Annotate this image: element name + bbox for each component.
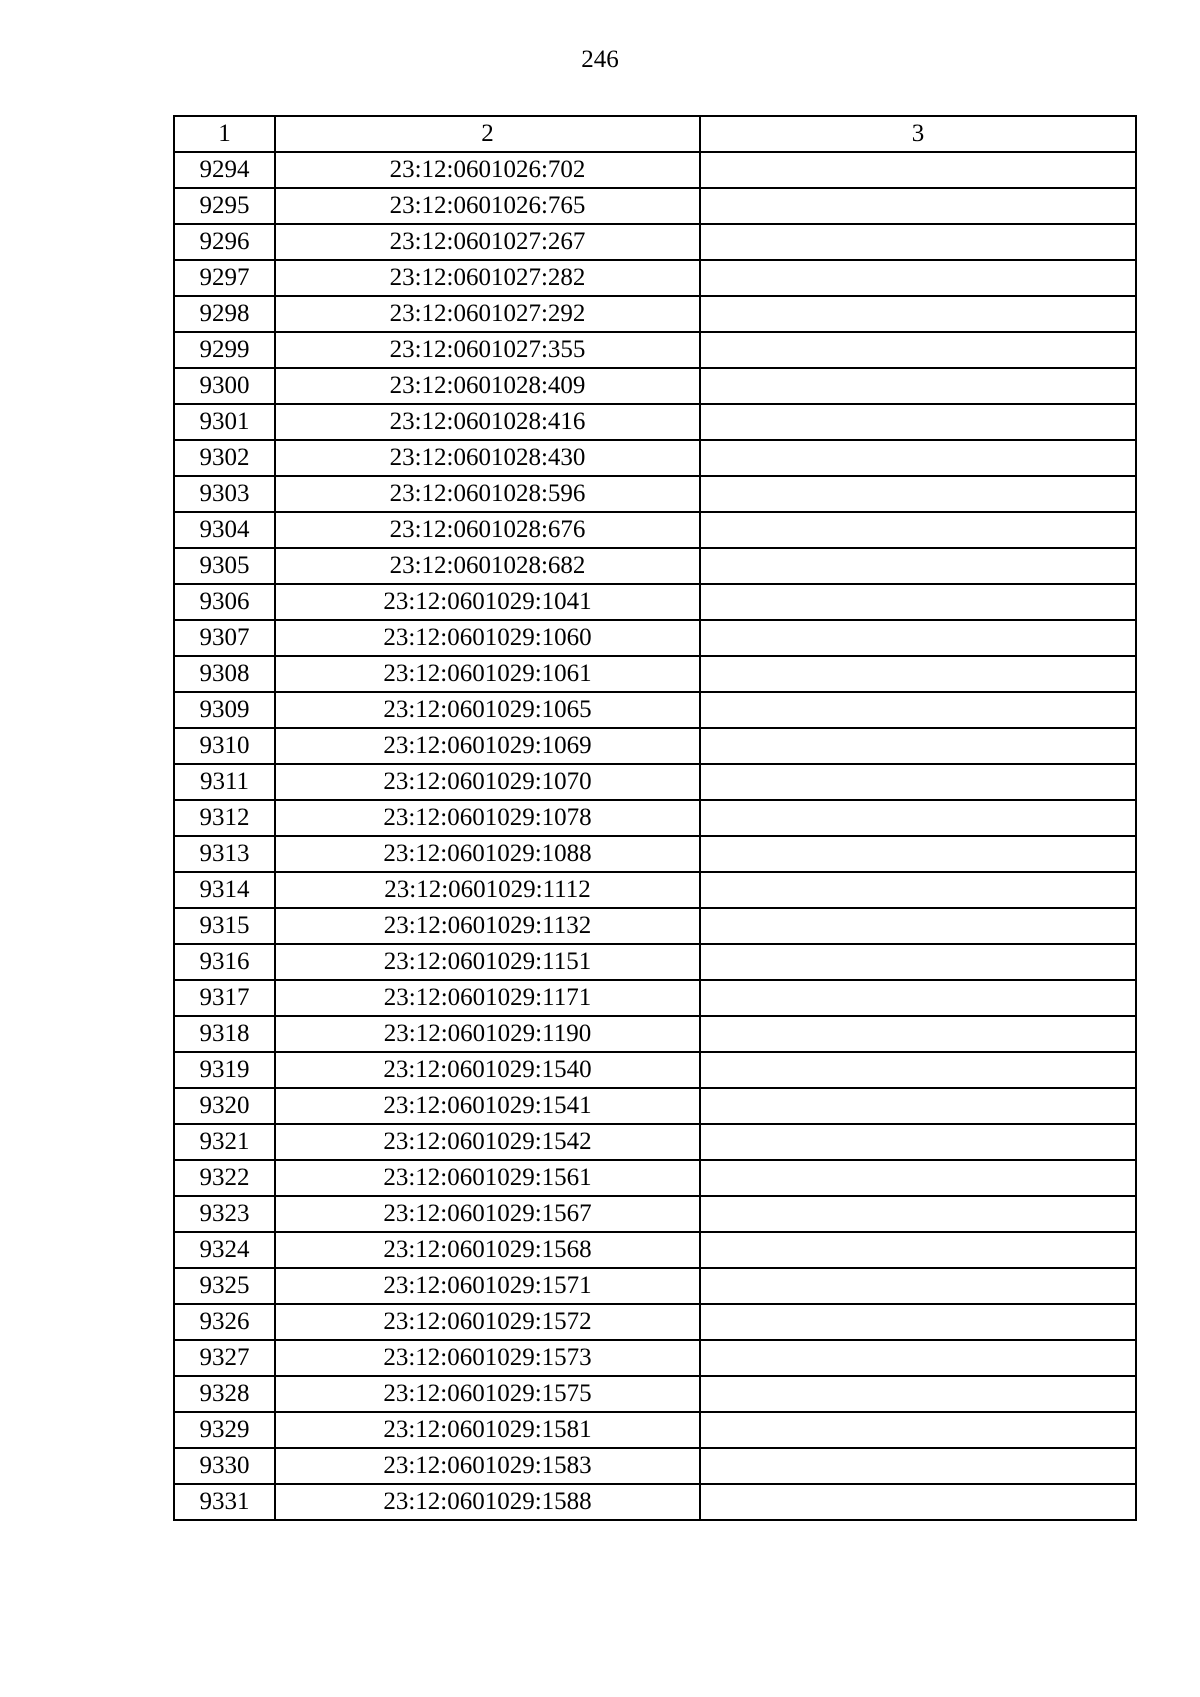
- cadastral-number-cell: 23:12:0601028:676: [275, 512, 700, 548]
- notes-cell: [700, 692, 1136, 728]
- table-row: [174, 872, 1136, 908]
- notes-cell: [700, 1016, 1136, 1052]
- row-number-cell: 9310: [174, 728, 275, 764]
- cadastral-number-cell: 23:12:0601029:1568: [275, 1232, 700, 1268]
- row-number-cell: 9309: [174, 692, 275, 728]
- row-number-cell: 9307: [174, 620, 275, 656]
- cadastral-number-cell: 23:12:0601028:409: [275, 368, 700, 404]
- notes-cell: [700, 404, 1136, 440]
- notes-cell: [700, 368, 1136, 404]
- row-number-cell: 9296: [174, 224, 275, 260]
- table-row: [174, 1196, 1136, 1232]
- notes-cell: [700, 1484, 1136, 1520]
- cadastral-number-cell: 23:12:0601029:1572: [275, 1304, 700, 1340]
- row-number-cell: 9324: [174, 1232, 275, 1268]
- cadastral-number-cell: 23:12:0601029:1571: [275, 1268, 700, 1304]
- table-row: [174, 548, 1136, 584]
- notes-cell: [700, 224, 1136, 260]
- table-row: [174, 836, 1136, 872]
- row-number-cell: 9331: [174, 1484, 275, 1520]
- cadastral-number-cell: 23:12:0601028:596: [275, 476, 700, 512]
- cadastral-number-cell: 23:12:0601029:1567: [275, 1196, 700, 1232]
- row-number-cell: 9295: [174, 188, 275, 224]
- notes-cell: [700, 296, 1136, 332]
- row-number-cell: 9314: [174, 872, 275, 908]
- table-row: [174, 1412, 1136, 1448]
- table-row: [174, 728, 1136, 764]
- table-row: [174, 1376, 1136, 1412]
- cadastral-number-cell: 23:12:0601029:1171: [275, 980, 700, 1016]
- cadastral-number-cell: 23:12:0601029:1540: [275, 1052, 700, 1088]
- table-row: [174, 764, 1136, 800]
- notes-cell: [700, 944, 1136, 980]
- cadastral-number-cell: 23:12:0601029:1132: [275, 908, 700, 944]
- notes-cell: [700, 620, 1136, 656]
- cadastral-number-cell: 23:12:0601029:1065: [275, 692, 700, 728]
- cadastral-number-cell: 23:12:0601028:682: [275, 548, 700, 584]
- row-number-cell: 9308: [174, 656, 275, 692]
- table-row: [174, 260, 1136, 296]
- row-number-cell: 9298: [174, 296, 275, 332]
- notes-cell: [700, 800, 1136, 836]
- header-col-2: 2: [275, 116, 700, 152]
- row-number-cell: 9325: [174, 1268, 275, 1304]
- row-number-cell: 9294: [174, 152, 275, 188]
- table-header: [174, 116, 1136, 152]
- table-row: [174, 368, 1136, 404]
- row-number-cell: 9327: [174, 1340, 275, 1376]
- cadastral-number-cell: 23:12:0601029:1541: [275, 1088, 700, 1124]
- row-number-cell: 9330: [174, 1448, 275, 1484]
- row-number-cell: 9303: [174, 476, 275, 512]
- notes-cell: [700, 476, 1136, 512]
- cadastral-number-cell: 23:12:0601028:430: [275, 440, 700, 476]
- header-row: [174, 116, 1136, 152]
- cadastral-number-cell: 23:12:0601029:1581: [275, 1412, 700, 1448]
- cadastral-number-cell: 23:12:0601029:1151: [275, 944, 700, 980]
- notes-cell: [700, 836, 1136, 872]
- table-row: [174, 188, 1136, 224]
- cadastral-number-cell: 23:12:0601029:1060: [275, 620, 700, 656]
- notes-cell: [700, 1196, 1136, 1232]
- table-row: [174, 1124, 1136, 1160]
- cadastral-number-cell: 23:12:0601029:1069: [275, 728, 700, 764]
- table-row: [174, 800, 1136, 836]
- row-number-cell: 9323: [174, 1196, 275, 1232]
- notes-cell: [700, 1340, 1136, 1376]
- table-row: [174, 980, 1136, 1016]
- table-row: [174, 1232, 1136, 1268]
- table-row: [174, 404, 1136, 440]
- header-col-1: 1: [174, 116, 275, 152]
- notes-cell: [700, 1268, 1136, 1304]
- notes-cell: [700, 908, 1136, 944]
- header-col-3: 3: [700, 116, 1136, 152]
- notes-cell: [700, 656, 1136, 692]
- row-number-cell: 9316: [174, 944, 275, 980]
- cadastral-number-cell: 23:12:0601027:292: [275, 296, 700, 332]
- row-number-cell: 9300: [174, 368, 275, 404]
- notes-cell: [700, 188, 1136, 224]
- notes-cell: [700, 1376, 1136, 1412]
- cadastral-number-cell: 23:12:0601026:765: [275, 188, 700, 224]
- table-row: [174, 332, 1136, 368]
- cadastral-number-cell: 23:12:0601026:702: [275, 152, 700, 188]
- cadastral-number-cell: 23:12:0601027:282: [275, 260, 700, 296]
- row-number-cell: 9312: [174, 800, 275, 836]
- row-number-cell: 9326: [174, 1304, 275, 1340]
- row-number-cell: 9329: [174, 1412, 275, 1448]
- notes-cell: [700, 1412, 1136, 1448]
- notes-cell: [700, 872, 1136, 908]
- row-number-cell: 9318: [174, 1016, 275, 1052]
- row-number-cell: 9317: [174, 980, 275, 1016]
- notes-cell: [700, 1124, 1136, 1160]
- table-row: [174, 944, 1136, 980]
- table-row: [174, 296, 1136, 332]
- notes-cell: [700, 1448, 1136, 1484]
- cadastral-number-cell: 23:12:0601029:1112: [275, 872, 700, 908]
- notes-cell: [700, 980, 1136, 1016]
- table-row: [174, 656, 1136, 692]
- row-number-cell: 9319: [174, 1052, 275, 1088]
- row-number-cell: 9301: [174, 404, 275, 440]
- notes-cell: [700, 1052, 1136, 1088]
- cadastral-number-cell: 23:12:0601027:267: [275, 224, 700, 260]
- row-number-cell: 9328: [174, 1376, 275, 1412]
- table-row: [174, 152, 1136, 188]
- table-row: [174, 440, 1136, 476]
- cadastral-number-cell: 23:12:0601029:1070: [275, 764, 700, 800]
- cadastral-number-cell: 23:12:0601029:1573: [275, 1340, 700, 1376]
- row-number-cell: 9322: [174, 1160, 275, 1196]
- table-row: [174, 1484, 1136, 1520]
- table-row: [174, 1016, 1136, 1052]
- row-number-cell: 9315: [174, 908, 275, 944]
- table-row: [174, 1268, 1136, 1304]
- notes-cell: [700, 1232, 1136, 1268]
- notes-cell: [700, 260, 1136, 296]
- table-body: [174, 152, 1136, 1520]
- page-number: 246: [581, 46, 619, 73]
- row-number-cell: 9311: [174, 764, 275, 800]
- notes-cell: [700, 152, 1136, 188]
- table-row: [174, 1088, 1136, 1124]
- cadastral-number-cell: 23:12:0601027:355: [275, 332, 700, 368]
- table-row: [174, 512, 1136, 548]
- table-row: [174, 908, 1136, 944]
- row-number-cell: 9321: [174, 1124, 275, 1160]
- cadastral-number-cell: 23:12:0601029:1561: [275, 1160, 700, 1196]
- table-row: [174, 1052, 1136, 1088]
- cadastral-number-cell: 23:12:0601029:1078: [275, 800, 700, 836]
- table-row: [174, 1448, 1136, 1484]
- notes-cell: [700, 440, 1136, 476]
- notes-cell: [700, 332, 1136, 368]
- table-row: [174, 620, 1136, 656]
- table-row: [174, 1340, 1136, 1376]
- cadastral-number-cell: 23:12:0601029:1061: [275, 656, 700, 692]
- table-row: [174, 1304, 1136, 1340]
- notes-cell: [700, 1304, 1136, 1340]
- row-number-cell: 9299: [174, 332, 275, 368]
- notes-cell: [700, 512, 1136, 548]
- table-row: [174, 692, 1136, 728]
- notes-cell: [700, 764, 1136, 800]
- table-row: [174, 224, 1136, 260]
- row-number-cell: 9297: [174, 260, 275, 296]
- row-number-cell: 9313: [174, 836, 275, 872]
- notes-cell: [700, 728, 1136, 764]
- row-number-cell: 9320: [174, 1088, 275, 1124]
- notes-cell: [700, 1088, 1136, 1124]
- table-row: [174, 1160, 1136, 1196]
- notes-cell: [700, 584, 1136, 620]
- row-number-cell: 9305: [174, 548, 275, 584]
- cadastral-number-cell: 23:12:0601029:1583: [275, 1448, 700, 1484]
- cadastral-number-cell: 23:12:0601029:1041: [275, 584, 700, 620]
- row-number-cell: 9302: [174, 440, 275, 476]
- cadastral-number-cell: 23:12:0601029:1088: [275, 836, 700, 872]
- row-number-cell: 9306: [174, 584, 275, 620]
- notes-cell: [700, 1160, 1136, 1196]
- cadastral-number-cell: 23:12:0601029:1542: [275, 1124, 700, 1160]
- cadastral-number-cell: 23:12:0601029:1575: [275, 1376, 700, 1412]
- table-row: [174, 584, 1136, 620]
- cadastral-number-cell: 23:12:0601028:416: [275, 404, 700, 440]
- cadastral-table: [173, 115, 1137, 1521]
- notes-cell: [700, 548, 1136, 584]
- row-number-cell: 9304: [174, 512, 275, 548]
- cadastral-number-cell: 23:12:0601029:1588: [275, 1484, 700, 1520]
- cadastral-number-cell: 23:12:0601029:1190: [275, 1016, 700, 1052]
- table-row: [174, 476, 1136, 512]
